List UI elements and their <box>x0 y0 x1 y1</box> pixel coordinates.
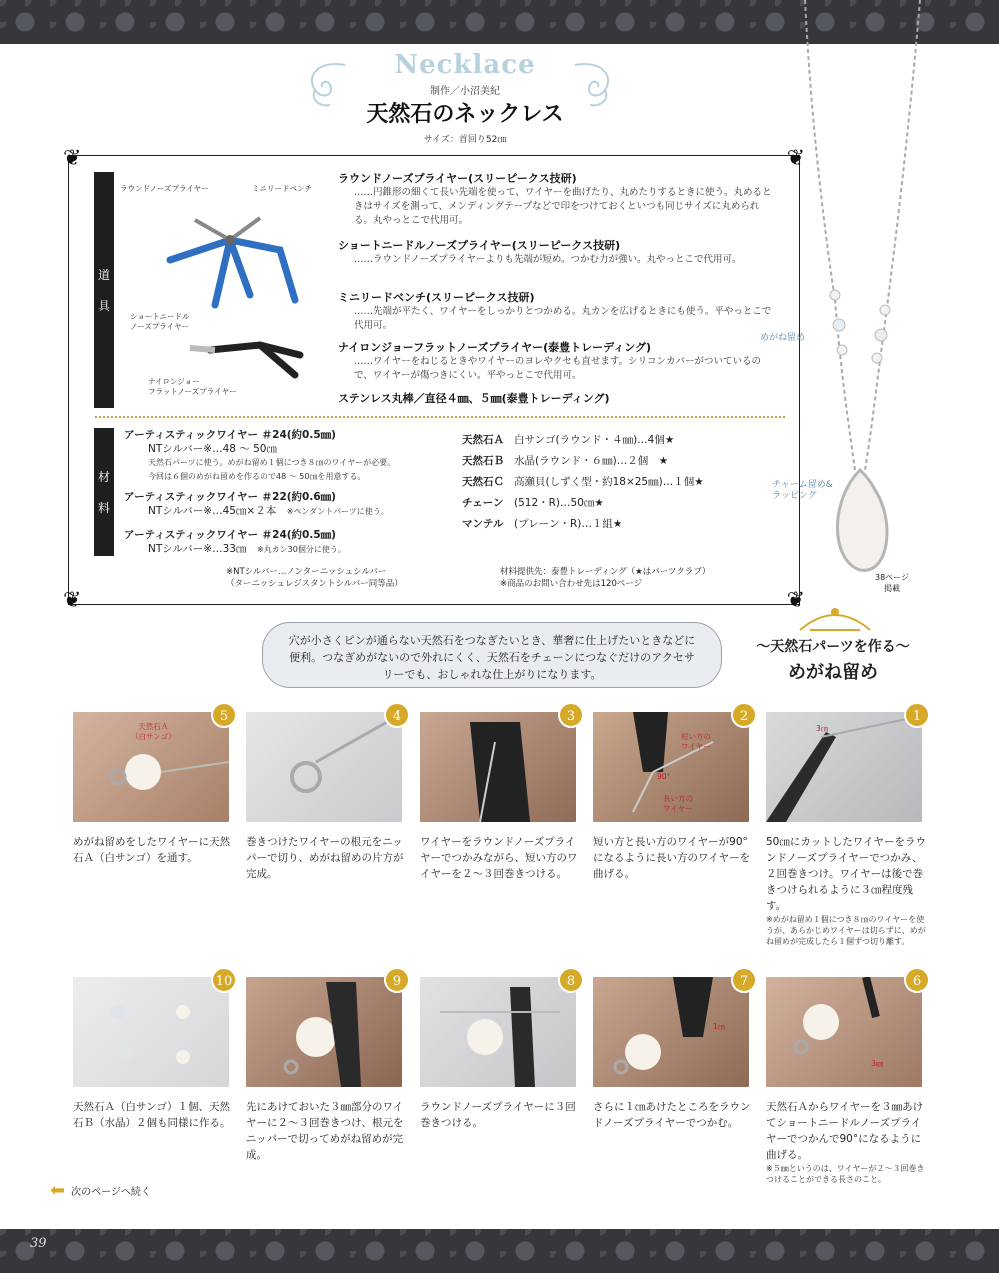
note-nt-silver: ※NTシルバー…ノンターニッシュシルバー （ターニッシュレジスタントシルバー同等品） <box>226 567 403 589</box>
step-photo <box>246 712 402 822</box>
tool-entry <box>338 238 778 267</box>
material-spec: NTシルバー※…45㎝×２本 <box>148 505 277 517</box>
page-number: 39 <box>30 1236 47 1251</box>
step-photo <box>73 977 229 1087</box>
material-spec: 高瀬貝(しずく型・約18×25㎜)…１個★ <box>514 476 704 488</box>
step-number: 3 <box>558 702 584 728</box>
step-text <box>766 834 926 947</box>
material-spec: (512・R)…50㎝★ <box>514 497 604 509</box>
section-heading <box>728 636 938 684</box>
material-item <box>124 428 454 484</box>
tools-photo <box>120 180 330 395</box>
step-desc: ワイヤーをラウンドノーズプライヤーでつかみながら、短い方のワイヤーを２～３回巻きつける。 <box>420 836 578 880</box>
corner-ornament-icon: ❦ <box>786 146 805 171</box>
photo-label: 長い方の ワイヤー <box>663 794 693 813</box>
step-text <box>593 1099 753 1131</box>
material-name: アーティスティックワイヤー ＃24(約0.5㎜) <box>124 529 336 541</box>
credit: 制作／小沼美紀 <box>430 86 500 97</box>
step-desc: めがね留めをしたワイヤーに天然石Ａ（白サンゴ）を通す。 <box>73 836 231 864</box>
step-number: 1 <box>904 702 930 728</box>
tool-entry <box>338 290 778 333</box>
material-name: 天然石Ａ <box>462 434 504 446</box>
step-desc: ラウンドノーズプライヤーに３回巻きつける。 <box>420 1101 576 1129</box>
corner-ornament-icon: ❦ <box>786 588 805 613</box>
photo-label: 天然石Ａ （白サンゴ） <box>131 722 176 741</box>
step-number: 8 <box>558 967 584 993</box>
step-note: ※めがね留め１個につき８㎝のワイヤーを使うが、あらかじめワイヤーは切らずに、めがね留めが完成したら１個ずつ切り離す。 <box>766 915 926 946</box>
tools-bar <box>94 172 114 408</box>
material-name: 天然石Ｂ <box>462 455 504 467</box>
label-round-nose: ラウンドノーズプライヤー <box>120 184 209 193</box>
step-text <box>766 1099 926 1185</box>
step-number: 5 <box>211 702 237 728</box>
label-short-needle: ショートニードル ノーズプライヤー <box>130 312 190 331</box>
material-row <box>462 430 782 451</box>
step-text <box>73 834 233 866</box>
material-item <box>124 528 454 557</box>
step-desc: 50㎝にカットしたワイヤーをラウンドノーズプライヤーでつかみ、２回巻きつけ。ワイヤーは後で巻きつけられるように３㎝程度残す。 <box>766 836 926 912</box>
callout-charm: チャーム留め& ラッピング <box>772 480 833 501</box>
page-title: 天然石のネックレス <box>366 101 564 127</box>
photo-label: 短い方の ワイヤー <box>681 732 711 751</box>
step-text <box>593 834 753 882</box>
dotted-divider <box>95 416 785 418</box>
continue-link[interactable] <box>50 1180 151 1201</box>
step-desc: さらに１㎝あけたところをラウンドノーズプライヤーでつかむ。 <box>593 1101 751 1129</box>
material-spec: NTシルバー※…33㎝ <box>148 543 247 555</box>
section-subtitle: ～天然石パーツを作る～ <box>756 639 910 655</box>
step-desc: 短い方と長い方のワイヤーが90°になるように長い方のワイヤーを曲げる。 <box>593 836 751 880</box>
material-name: マンテル <box>462 518 504 530</box>
corner-ornament-icon: ❦ <box>63 146 82 171</box>
necklace-heading: Necklace <box>394 50 536 80</box>
size-info: サイズ：首回り52㎝ <box>423 135 507 145</box>
step-desc: 巻きつけたワイヤーの根元をニッパーで切り、めがね留めの片方が完成。 <box>246 836 404 880</box>
step-desc: 天然石Ａからワイヤーを３㎜あけてショートニードルノーズプライヤーでつかんで90°になるように曲げる。 <box>766 1101 924 1161</box>
necklace-photo <box>785 0 999 600</box>
bottom-pattern-band <box>0 1229 999 1273</box>
step-photo <box>420 977 576 1087</box>
step-photo <box>766 712 922 822</box>
materials-right <box>462 430 782 535</box>
material-row <box>462 514 782 535</box>
step-photo <box>593 977 749 1087</box>
step-number: 10 <box>211 967 237 993</box>
step-number: 9 <box>384 967 410 993</box>
materials-bar-char: 料 <box>97 501 110 515</box>
step-photo <box>766 977 922 1087</box>
tools-bar-char: 具 <box>97 299 110 313</box>
tool-name: ステンレス丸棒／直径４㎜、５㎜(泰豊トレーディング) <box>338 392 610 405</box>
continue-text: 次のページへ続く <box>71 1187 151 1198</box>
tool-name: ミニリードベンチ(スリーピークス技研) <box>338 291 535 304</box>
tool-desc: ……ラウンドノーズプライヤーよりも先端が短め。つかむ力が強い。丸やっとこで代用可。 <box>354 254 742 265</box>
tool-desc: ……ワイヤーをねじるときやワイヤーのヨレやクセも直せます。シリコンカバーがついているので、ワイヤーが傷つきにくい。平やっとこで代用可。 <box>354 356 761 381</box>
step-text <box>73 1099 233 1131</box>
step-photo <box>593 712 749 822</box>
tool-desc: ……円錐形の細くて長い先端を使って、ワイヤーを曲げたり、丸めたりするときに使う。丸めるときはサイズを測って、メンディングテープなどで印をつけておくといつも同じサイズに丸められる。丸やっとこで代用可。 <box>354 187 772 226</box>
step-desc: 先にあけておいた３㎜部分のワイヤーに２～３回巻きつけ、根元をニッパーで切ってめがね留めが完成。 <box>246 1101 404 1161</box>
material-row <box>462 493 782 514</box>
photo-caption: 38ページ 掲載 <box>875 573 910 593</box>
material-name: アーティスティックワイヤー ＃22(約0.6㎜) <box>124 491 336 503</box>
step-note: ※５㎜というのは、ワイヤーが２～３回巻きつけることができる長さのこと。 <box>766 1164 925 1184</box>
material-spec: NTシルバー※…48 ～ 50㎝ <box>148 443 277 455</box>
step-photo <box>73 712 229 822</box>
page-header <box>300 50 630 150</box>
material-note: ※ペンダントパーツに使う。 <box>286 507 389 516</box>
tool-entry <box>338 340 778 383</box>
tool-name: ラウンドノーズプライヤー(スリーピークス技研) <box>338 172 577 185</box>
tool-name: ナイロンジョーフラットノーズプライヤー(泰豊トレーディング) <box>338 341 652 354</box>
material-name: チェーン <box>462 497 504 509</box>
step-desc: 天然石Ａ（白サンゴ）１個、天然石Ｂ（水晶）２個も同様に作る。 <box>73 1101 231 1129</box>
step-text <box>246 1099 406 1163</box>
tool-name: ショートニードルノーズプライヤー(スリーピークス技研) <box>338 239 621 252</box>
materials-bar <box>94 428 114 556</box>
step-photo <box>246 977 402 1087</box>
material-name: 天然石Ｃ <box>462 476 504 488</box>
intro-box: 穴が小さくピンが通らない天然石をつなぎたいとき、華奢に仕上げたいときなどに便利。つなぎめがないので外れにくく、天然石をチェーンにつなぐだけのアクセサリーでも、おしゃれな仕上がりになります。 <box>262 622 722 688</box>
photo-label: 3㎜ <box>871 1059 884 1068</box>
materials-bar-char: 材 <box>97 470 110 484</box>
step-number: 4 <box>384 702 410 728</box>
tool-entry <box>338 391 778 406</box>
label-nylon: ナイロンジョー フラットノーズプライヤー <box>148 377 237 396</box>
material-note: ※丸カン30個分に使う。 <box>256 545 346 554</box>
step-number: 6 <box>904 967 930 993</box>
photo-label: 3㎝ <box>816 724 829 733</box>
note-supplier: 材料提供先：泰豊トレーディング（★はパーツクラブ） ※商品のお問い合わせ先は120ページ <box>500 567 711 589</box>
step-text <box>420 1099 580 1131</box>
step-number: 7 <box>731 967 757 993</box>
label-mini-reed: ミニリードベンチ <box>252 184 312 193</box>
section-title: めがね留め <box>788 662 878 683</box>
step-text <box>246 834 406 882</box>
material-item <box>124 490 454 519</box>
material-note: 天然石パーツに使う。めがね留め１個につき８㎝のワイヤーが必要。 今回は６個のめがね留めを作るので48 ～ 50㎝を用意する。 <box>148 458 396 481</box>
material-row <box>462 451 782 472</box>
tool-entry <box>338 171 778 228</box>
material-row <box>462 472 782 493</box>
step-photo <box>420 712 576 822</box>
tools-bar-char: 道 <box>97 268 110 282</box>
photo-label: 90° <box>657 772 671 781</box>
step-number: 2 <box>731 702 757 728</box>
callout-megane: めがね留め <box>760 333 806 343</box>
step-text <box>420 834 580 882</box>
material-spec: (プレーン・R)…１組★ <box>514 518 623 530</box>
crown-ornament-icon <box>790 600 880 636</box>
photo-label: 1㎝ <box>713 1022 726 1031</box>
material-name: アーティスティックワイヤー ＃24(約0.5㎜) <box>124 429 336 441</box>
material-spec: 白サンゴ(ラウンド・４㎜)…4個★ <box>514 434 675 446</box>
arrow-left-icon: ⬅ <box>50 1180 66 1201</box>
corner-ornament-icon: ❦ <box>63 588 82 613</box>
tool-desc: ……先端が平たく、ワイヤーをしっかりとつかめる。丸カンを広げるときにも使う。平やっとこで代用可。 <box>354 306 772 331</box>
material-spec: 水晶(ラウンド・６㎜)…２個 ★ <box>514 455 669 467</box>
